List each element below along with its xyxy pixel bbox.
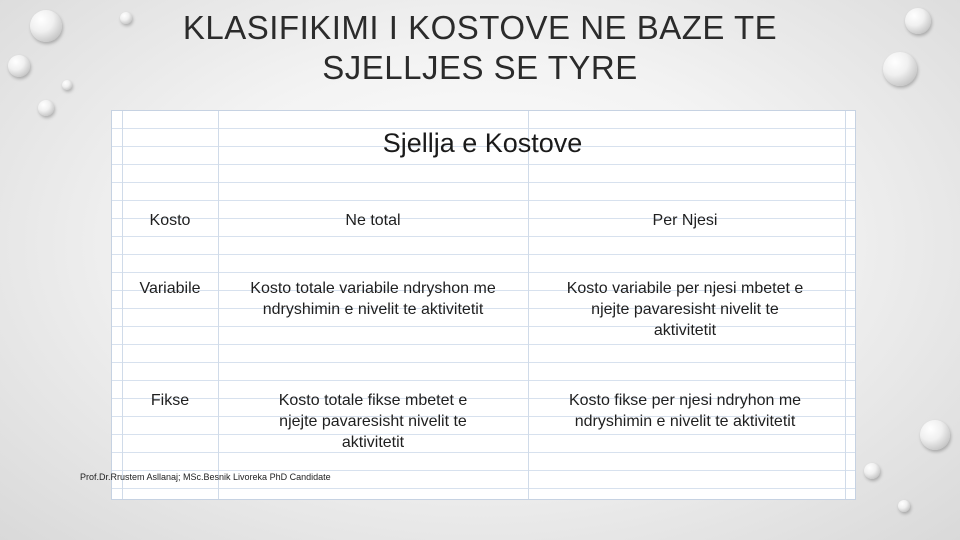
- water-drop: [38, 100, 54, 116]
- table-heading: Sjellja e Kostove: [382, 128, 583, 158]
- water-drop: [920, 420, 950, 450]
- water-drop: [30, 10, 62, 42]
- water-drop: [62, 80, 72, 90]
- cell-variabile-total: Kosto totale variabile ndryshon me ndryshimin e nivelit te aktivitetit: [250, 280, 496, 318]
- water-drop: [8, 55, 30, 77]
- cell-fikse-per-njesi: Kosto fikse per njesi ndryhon me ndryshimin e nivelit te aktivitetit: [568, 392, 802, 430]
- column-divider: [218, 111, 219, 499]
- header-ne-total: Ne total: [345, 212, 401, 229]
- water-drop: [898, 500, 910, 512]
- header-per-njesi: Per Njesi: [652, 212, 718, 229]
- water-drop: [905, 8, 931, 34]
- column-divider: [122, 111, 123, 499]
- cell-fikse-total: Kosto totale fikse mbetet e njejte pavaresisht nivelit te aktivitetit: [278, 392, 468, 451]
- header-kosto: Kosto: [149, 212, 191, 229]
- footer-credits: Prof.Dr.Rrustem Asllanaj; MSc.Besnik Livoreka PhD Candidate: [80, 472, 331, 482]
- water-drop: [883, 52, 917, 86]
- column-divider: [845, 111, 846, 499]
- row-label-variabile: Variabile: [139, 280, 201, 297]
- row-label-fikse: Fikse: [150, 392, 190, 409]
- water-drop: [864, 463, 880, 479]
- slide-title: KLASIFIKIMI I KOSTOVE NE BAZE TE SJELLJES SE TYRE: [182, 9, 778, 86]
- column-divider: [528, 111, 529, 499]
- cell-variabile-per-njesi: Kosto variabile per njesi mbetet e njejte pavaresisht nivelit te aktivitetit: [566, 280, 804, 339]
